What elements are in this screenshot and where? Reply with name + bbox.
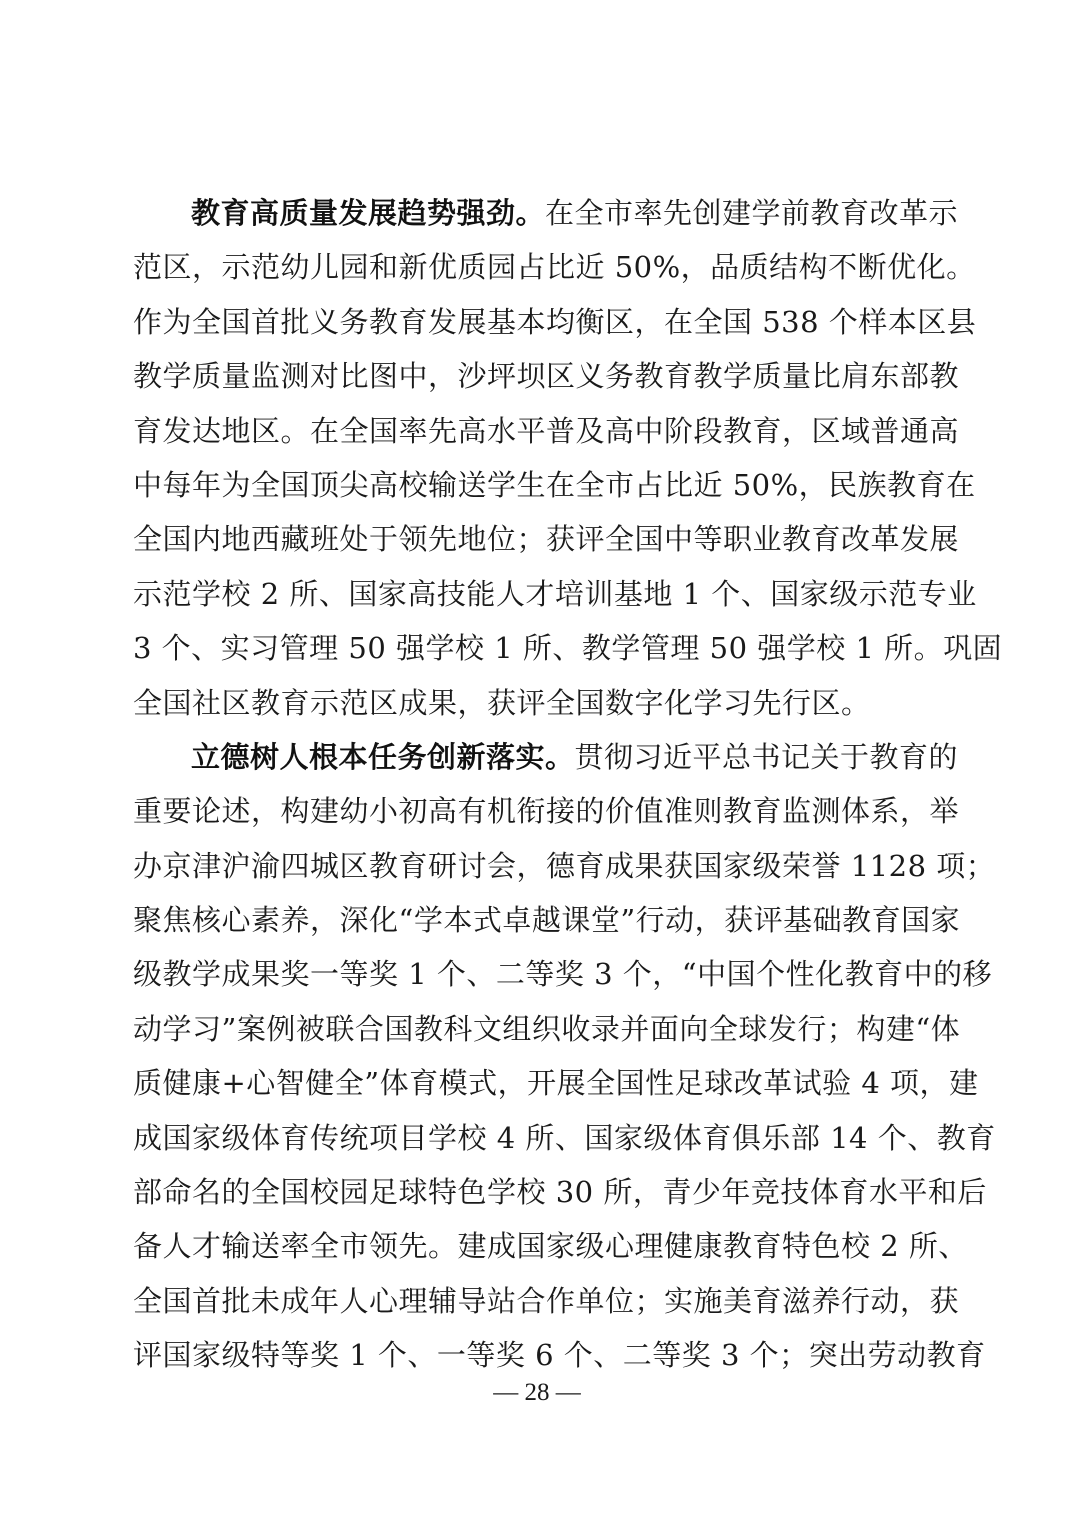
text-line: 质健康+心智健全”体育模式，开展全国性足球改革试验 4 项，建	[133, 1066, 979, 1101]
text-line: 重要论述，构建幼小初高有机衔接的价值准则教育监测体系，举	[133, 794, 960, 829]
paragraph-1-line-1	[133, 186, 959, 240]
text-line: 示范学校 2 所、国家高技能人才培训基地 1 个、国家级示范专业	[133, 576, 977, 611]
text-line: 级教学成果奖一等奖 1 个、二等奖 3 个，“中国个性化教育中的移	[133, 957, 993, 992]
text-line: 备人才输送率全市领先。建成国家级心理健康教育特色校 2 所、	[133, 1229, 968, 1264]
paragraph-2-line-1	[133, 730, 959, 784]
paragraph-2-text: 贯彻习近平总书记关于教育的	[574, 739, 959, 774]
text-line: 教学质量监测对比图中，沙坪坝区义务教育教学质量比肩东部教	[133, 359, 960, 394]
text-line: 全国社区教育示范区成果，获评全国数字化学习先行区。	[133, 685, 871, 720]
text-line: 全国首批未成年人心理辅导站合作单位；实施美育滋养行动，获	[133, 1283, 960, 1318]
text-line: 3 个、实习管理 50 强学校 1 所、教学管理 50 强学校 1 所。巩固	[133, 631, 1003, 666]
text-line: 成国家级体育传统项目学校 4 所、国家级体育俱乐部 14 个、教育	[133, 1120, 996, 1155]
text-line: 范区，示范幼儿园和新优质园占比近 50%，品质结构不断优化。	[133, 250, 976, 285]
text-line: 作为全国首批义务教育发展基本均衡区，在全国 538 个样本区县	[133, 304, 977, 339]
text-line: 聚焦核心素养，深化“学本式卓越课堂”行动，获评基础教育国家	[133, 903, 961, 938]
text-line: 部命名的全国校园足球特色学校 30 所，青少年竞技体育水平和后	[133, 1175, 987, 1210]
paragraph-1-heading: 教育高质量发展趋势强劲。	[191, 196, 546, 230]
page-number: — 28 —	[493, 1379, 581, 1406]
text-line: 办京津沪渝四城区教育研讨会，德育成果获国家级荣誉 1128 项；	[133, 848, 996, 883]
text-line: 评国家级特等奖 1 个、一等奖 6 个、二等奖 3 个；突出劳动教育	[133, 1338, 986, 1373]
text-line: 育发达地区。在全国率先高水平普及高中阶段教育，区域普通高	[133, 413, 960, 448]
paragraph-2-heading: 立德树人根本任务创新落实。	[191, 739, 575, 774]
text-line: 中每年为全国顶尖高校输送学生在全市占比近 50%，民族教育在	[133, 467, 976, 502]
paragraph-1-text: 在全市率先创建学前教育改革示	[545, 196, 959, 230]
text-line: 全国内地西藏班处于领先地位；获评全国中等职业教育改革发展	[133, 522, 960, 557]
body-text	[133, 186, 1003, 1383]
text-line: 动学习”案例被联合国教科文组织收录并面向全球发行；构建“体	[133, 1011, 961, 1046]
